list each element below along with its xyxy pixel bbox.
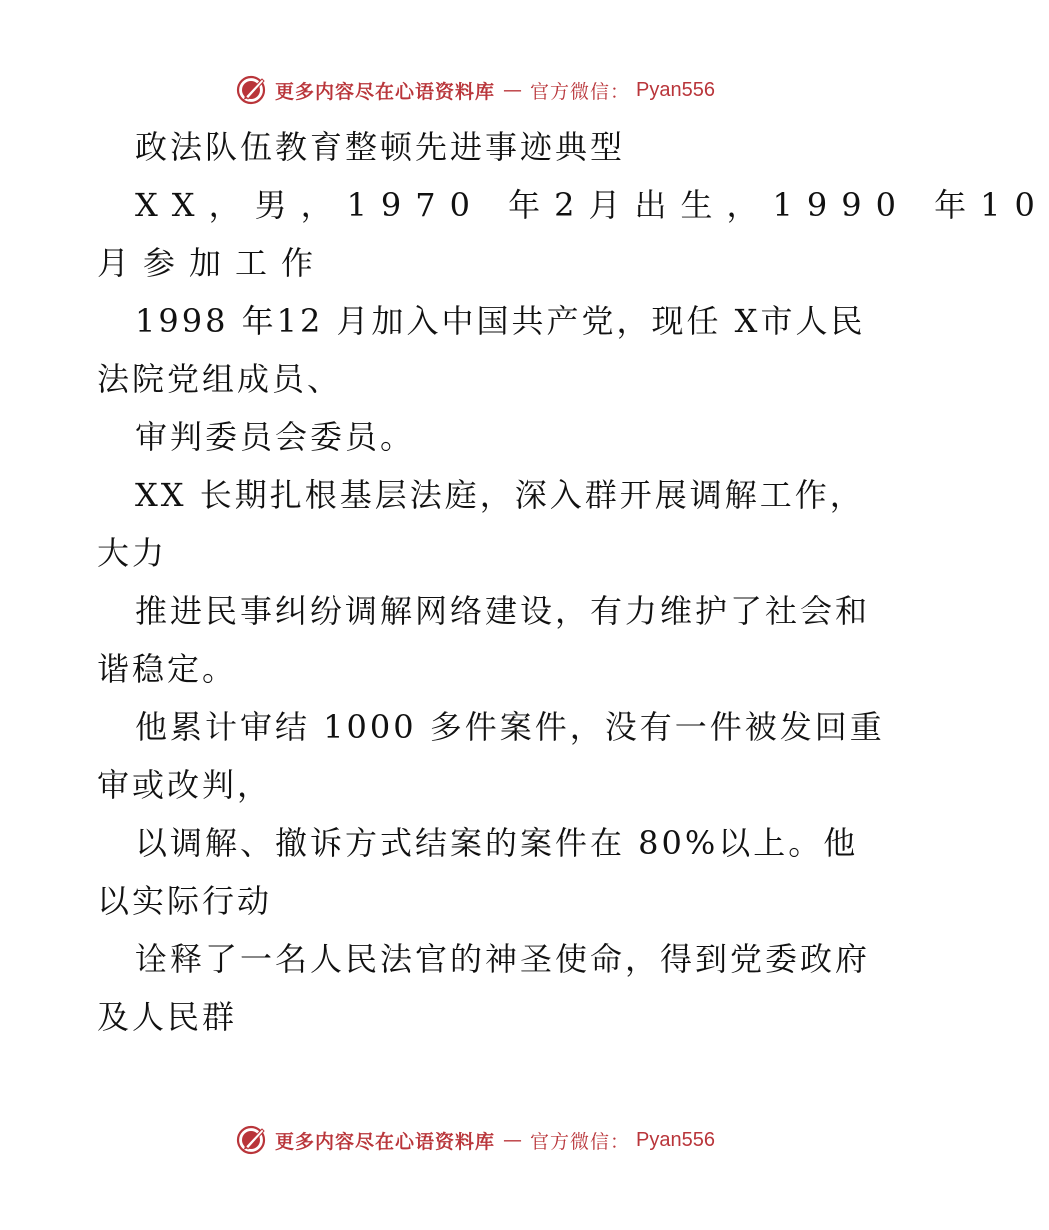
paragraph-line: XX，男，1970 年2月出生，1990 年10	[135, 186, 1049, 224]
header-brand-text: 更多内容尽在心语资料库	[275, 80, 496, 103]
footer-dash: —	[503, 1129, 523, 1151]
header-wechat-id: Pyan556	[636, 78, 715, 101]
paragraph-line: 谐稳定。	[97, 650, 238, 688]
footer-wechat-id: Pyan556	[636, 1128, 715, 1151]
paragraph-line: 推进民事纠纷调解网络建设，有力维护了社会和	[135, 592, 871, 630]
paragraph-line: 他累计审结 1000 多件案件，没有一件被发回重	[135, 708, 885, 746]
paragraph-line: 以调解、撤诉方式结案的案件在 80%以上。他	[135, 824, 859, 862]
paragraph-line: 审或改判，	[97, 766, 273, 804]
header-brand	[235, 73, 715, 107]
paragraph-line: 诠释了一名人民法官的神圣使命，得到党委政府	[135, 940, 871, 978]
header-dash: —	[503, 79, 523, 101]
header-wechat-label: 官方微信：	[530, 80, 631, 103]
paragraph-line: XX 长期扎根基层法庭，深入群开展调解工作，	[135, 476, 865, 514]
quill-logo-icon	[235, 73, 269, 107]
paragraph-line: 1998 年12 月加入中国共产党，现任 X市人民	[135, 302, 866, 340]
quill-logo-icon	[235, 1123, 269, 1157]
paragraph-line: 月参加工作	[97, 244, 328, 282]
paragraph-line: 大力	[97, 534, 168, 572]
page-footer	[0, 1120, 950, 1160]
paragraph-line: 以实际行动	[97, 882, 273, 920]
page-header	[0, 70, 950, 110]
document-body	[97, 118, 1049, 1046]
paragraph-line: 及人民群	[97, 998, 238, 1036]
document-title: 政法队伍教育整顿先进事迹典型	[135, 128, 626, 166]
paragraph-line: 法院党组成员、	[97, 360, 343, 398]
footer-brand-text: 更多内容尽在心语资料库	[275, 1130, 496, 1153]
paragraph-line: 审判委员会委员。	[135, 418, 416, 456]
footer-wechat-label: 官方微信：	[530, 1130, 631, 1153]
footer-brand	[235, 1123, 715, 1157]
